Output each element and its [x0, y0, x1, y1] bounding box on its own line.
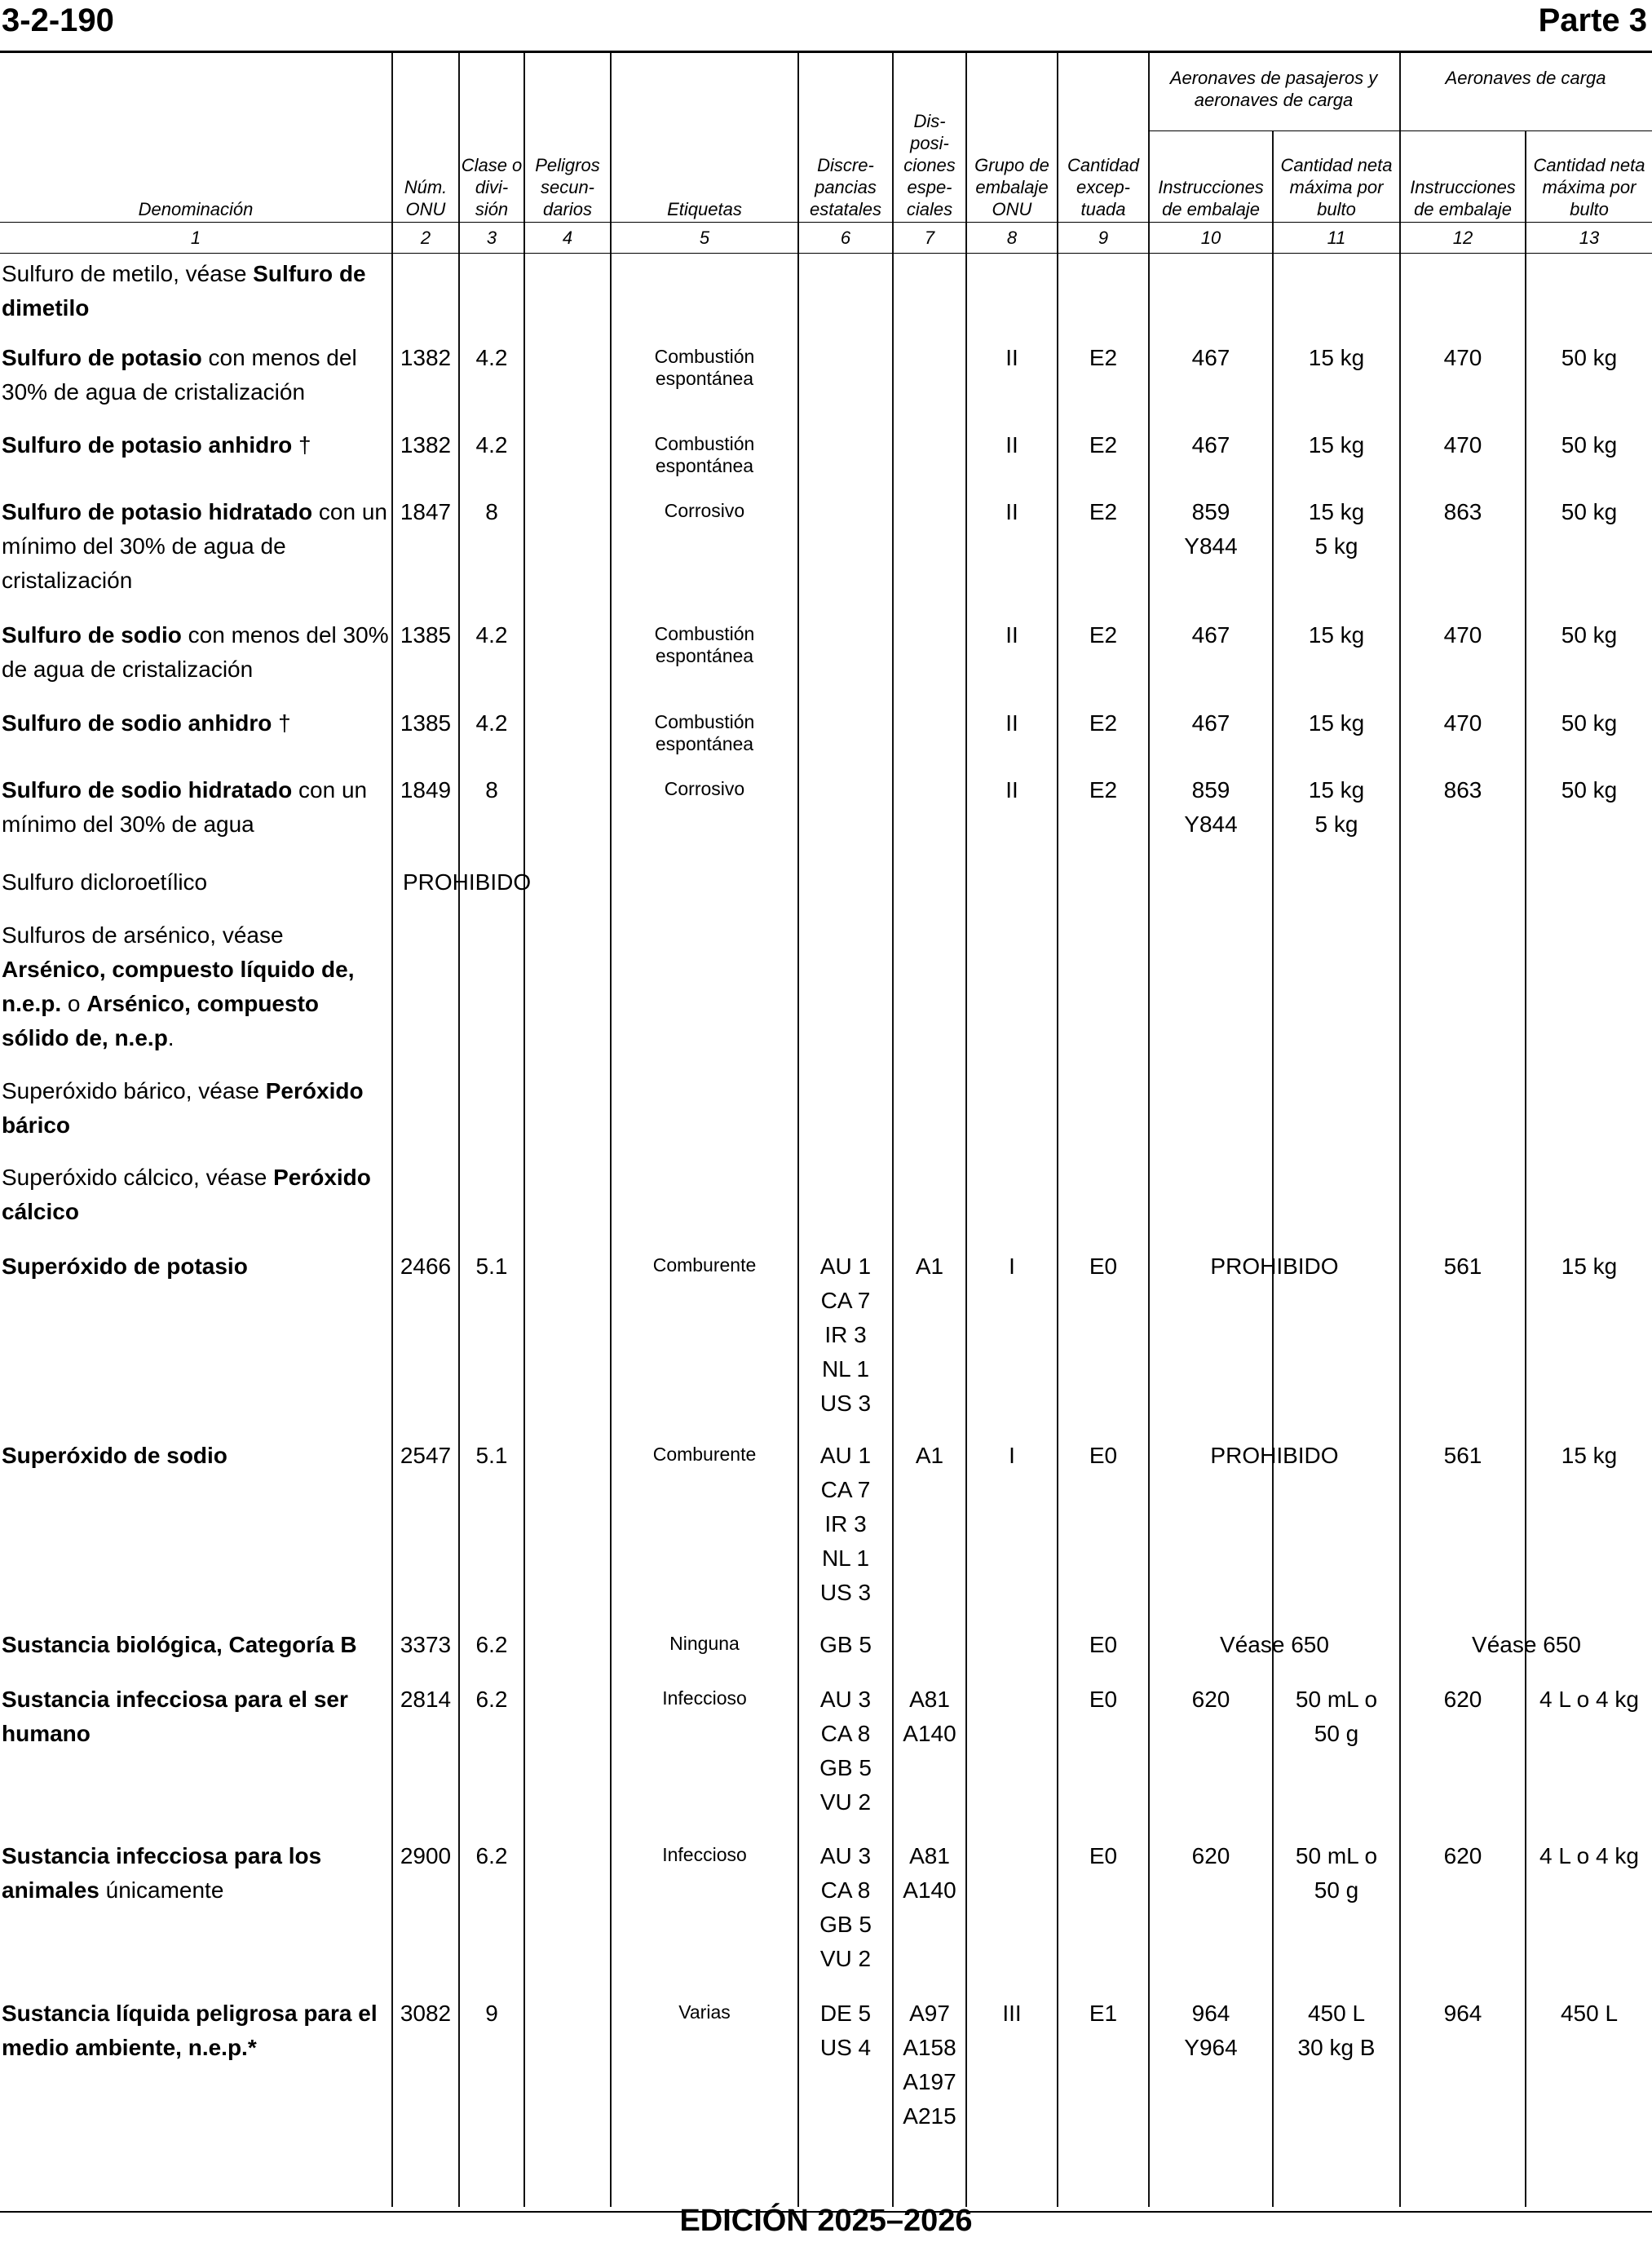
- cao-max-quantity: 50 kg: [1561, 432, 1618, 458]
- un-number: 1849: [400, 777, 452, 803]
- column-number-rule: [0, 253, 1652, 254]
- substance-name: Sulfuro dicloroetílico: [2, 869, 208, 895]
- class-division: 6.2: [475, 1687, 508, 1712]
- pax-max-quantity: 450 L 30 kg B: [1297, 2001, 1376, 2060]
- label-text: Combustión espontánea: [654, 711, 755, 754]
- class-division: 4.2: [475, 710, 508, 736]
- state-variations: AU 3 CA 8 GB 5 VU 2: [819, 1843, 872, 1971]
- column-number: 13: [1579, 228, 1600, 248]
- column-number: 4: [562, 228, 573, 248]
- pax-packing-instruction: 467: [1191, 622, 1230, 648]
- un-number: 2547: [400, 1443, 452, 1468]
- excepted-quantity: E2: [1089, 777, 1118, 803]
- header-class: Clase o divi- sión: [461, 155, 523, 219]
- state-variations: DE 5 US 4: [819, 2001, 872, 2060]
- header-un-number: Núm. ONU: [404, 177, 448, 219]
- cao-packing-instruction: 470: [1443, 710, 1482, 736]
- header-labels: Etiquetas: [667, 199, 742, 219]
- cao-max-quantity: 50 kg: [1561, 777, 1618, 803]
- label-text: Combustión espontánea: [654, 623, 755, 666]
- pax-max-quantity: 50 mL o 50 g: [1295, 1687, 1378, 1746]
- class-division: 9: [485, 2001, 498, 2026]
- class-division: 5.1: [475, 1443, 508, 1468]
- column-number: 9: [1098, 228, 1109, 248]
- col-rule: [1399, 53, 1401, 2207]
- class-division: 6.2: [475, 1632, 508, 1657]
- excepted-quantity: E0: [1089, 1632, 1118, 1657]
- state-variations: AU 1 CA 7 IR 3 NL 1 US 3: [819, 1443, 872, 1605]
- packing-group: II: [1005, 622, 1018, 648]
- substance-name: Sulfuros de arsénico, véase Arsénico, compuesto líquido de, n.e.p. o Arsénico, compuesto sólido de, n.e.p.: [2, 922, 355, 1050]
- un-number: 1847: [400, 499, 452, 524]
- col-rule: [1148, 53, 1150, 2207]
- cao-packing-instruction: 561: [1443, 1443, 1482, 1468]
- substance-name: Superóxido de potasio: [2, 1254, 248, 1279]
- cao-max-quantity: 15 kg: [1561, 1254, 1618, 1279]
- edition-footer: EDICIÓN 2025–2026: [679, 2204, 973, 2238]
- header-cao-max-quantity: Cantidad neta máxima por bulto: [1533, 155, 1645, 219]
- pax-packing-instruction: 859 Y844: [1184, 499, 1238, 559]
- cao-max-quantity: 50 kg: [1561, 710, 1618, 736]
- special-provisions: A81 A140: [903, 1687, 956, 1746]
- state-variations: AU 3 CA 8 GB 5 VU 2: [819, 1687, 872, 1815]
- cao-max-quantity: 50 kg: [1561, 499, 1618, 524]
- un-number: 2900: [400, 1843, 452, 1868]
- forbidden-text: PROHIBIDO: [403, 869, 532, 895]
- pax-packing-instruction: 620: [1191, 1687, 1230, 1712]
- un-number: 3082: [400, 2001, 452, 2026]
- class-division: 8: [485, 777, 498, 803]
- column-number: 12: [1452, 228, 1473, 248]
- substance-name: Superóxido bárico, véase Peróxido bárico: [2, 1078, 364, 1138]
- state-variations: AU 1 CA 7 IR 3 NL 1 US 3: [819, 1254, 872, 1416]
- cao-packing-instruction: 561: [1443, 1254, 1482, 1279]
- excepted-quantity: E2: [1089, 432, 1118, 458]
- page-number: 3-2-190: [2, 2, 114, 38]
- pax-packing-instruction: 620: [1191, 1843, 1230, 1868]
- excepted-quantity: E0: [1089, 1443, 1118, 1468]
- excepted-quantity: E2: [1089, 499, 1118, 524]
- pax-packing-instruction: 964 Y964: [1184, 2001, 1238, 2060]
- state-variations: GB 5: [819, 1632, 872, 1657]
- label-text: Ninguna: [669, 1633, 740, 1654]
- substance-name: Sulfuro de potasio hidratado con un mínimo del 30% de agua de cristalización: [2, 499, 387, 593]
- label-text: Combustión espontánea: [654, 346, 755, 389]
- pax-span-text: Véase 650: [1220, 1632, 1329, 1657]
- substance-name: Sulfuro de sodio anhidro †: [2, 710, 291, 736]
- cao-packing-instruction: 470: [1443, 345, 1482, 370]
- substance-name: Sulfuro de potasio con menos del 30% de agua de cristalización: [2, 345, 357, 405]
- label-text: Corrosivo: [664, 778, 745, 799]
- col-rule: [965, 53, 967, 2207]
- header-state-variations: Discre- pancias estatales: [809, 155, 882, 219]
- column-number: 5: [699, 228, 710, 248]
- header-cao-packing-instruction: Instrucciones de embalaje: [1410, 177, 1516, 219]
- substance-name: Sustancia infecciosa para el ser humano: [2, 1687, 348, 1746]
- class-division: 6.2: [475, 1843, 508, 1868]
- packing-group: I: [1009, 1443, 1015, 1468]
- label-text: Infeccioso: [662, 1844, 747, 1865]
- header-subsidiary-hazards: Peligros secun- darios: [535, 155, 600, 219]
- cao-max-quantity: 50 kg: [1561, 345, 1618, 370]
- excepted-quantity: E2: [1089, 622, 1118, 648]
- cao-max-quantity: 450 L: [1560, 2001, 1619, 2026]
- column-number: 1: [190, 228, 201, 248]
- special-provisions: A1: [915, 1443, 944, 1468]
- pax-max-quantity: 15 kg 5 kg: [1308, 777, 1365, 837]
- un-number: 1385: [400, 622, 452, 648]
- substance-name: Sulfuro de sodio con menos del 30% de agua de cristalización: [2, 622, 389, 682]
- cao-packing-instruction: 470: [1443, 432, 1482, 458]
- label-text: Comburente: [652, 1254, 757, 1276]
- special-provisions: A97 A158 A197 A215: [903, 2001, 956, 2129]
- label-text: Varias: [678, 2001, 731, 2023]
- pax-span-text: PROHIBIDO: [1210, 1254, 1339, 1279]
- packing-group: II: [1005, 432, 1018, 458]
- group-header-passenger: Aeronaves de pasajeros y aeronaves de carga: [1169, 68, 1378, 110]
- packing-group: III: [1002, 2001, 1022, 2026]
- cao-max-quantity: 4 L o 4 kg: [1539, 1843, 1639, 1868]
- special-provisions: A81 A140: [903, 1843, 956, 1903]
- pax-packing-instruction: 467: [1191, 345, 1230, 370]
- un-number: 1385: [400, 710, 452, 736]
- cao-span-text: Véase 650: [1472, 1632, 1581, 1657]
- class-division: 4.2: [475, 345, 508, 370]
- cao-packing-instruction: 863: [1443, 777, 1482, 803]
- substance-name: Sustancia infecciosa para los animales únicamente: [2, 1843, 322, 1903]
- pax-max-quantity: 15 kg: [1308, 345, 1365, 370]
- packing-group: II: [1005, 499, 1018, 524]
- column-number: 6: [840, 228, 851, 248]
- substance-name: Sulfuro de metilo, véase Sulfuro de dimetilo: [2, 261, 366, 321]
- pax-max-quantity: 50 mL o 50 g: [1295, 1843, 1378, 1903]
- group-header-cargo: Aeronaves de carga: [1445, 68, 1606, 88]
- header-pax-max-quantity: Cantidad neta máxima por bulto: [1280, 155, 1393, 219]
- cao-packing-instruction: 863: [1443, 499, 1482, 524]
- cao-packing-instruction: 964: [1443, 2001, 1482, 2026]
- substance-name: Sustancia biológica, Categoría B: [2, 1632, 357, 1657]
- class-division: 8: [485, 499, 498, 524]
- un-number: 2814: [400, 1687, 452, 1712]
- pax-span-text: PROHIBIDO: [1210, 1443, 1339, 1468]
- pax-max-quantity: 15 kg 5 kg: [1308, 499, 1365, 559]
- col-rule: [523, 53, 525, 2207]
- pax-max-quantity: 15 kg: [1308, 432, 1365, 458]
- header-packing-group: Grupo de embalaje ONU: [974, 155, 1049, 219]
- un-number: 1382: [400, 432, 452, 458]
- col-rule: [458, 53, 460, 2207]
- pax-max-quantity: 15 kg: [1308, 710, 1365, 736]
- class-division: 4.2: [475, 432, 508, 458]
- packing-group: II: [1005, 710, 1018, 736]
- excepted-quantity: E0: [1089, 1687, 1118, 1712]
- part-label: Parte 3: [1538, 2, 1647, 38]
- packing-group: I: [1009, 1254, 1015, 1279]
- label-text: Infeccioso: [662, 1687, 747, 1709]
- cao-max-quantity: 4 L o 4 kg: [1539, 1687, 1639, 1712]
- un-number: 2466: [400, 1254, 452, 1279]
- header-excepted-quantity: Cantidad excep- tuada: [1067, 155, 1140, 219]
- excepted-quantity: E0: [1089, 1254, 1118, 1279]
- header-rule: [0, 222, 1652, 223]
- column-number: 10: [1200, 228, 1221, 248]
- col-rule: [391, 53, 393, 2207]
- label-text: Corrosivo: [664, 500, 745, 521]
- cao-max-quantity: 15 kg: [1561, 1443, 1618, 1468]
- header-special-provisions: Dis- posi- ciones espe- ciales: [903, 111, 956, 219]
- header-denominacion: Denominación: [138, 199, 254, 219]
- cao-max-quantity: 50 kg: [1561, 622, 1618, 648]
- substance-name: Sustancia líquida peligrosa para el medio ambiente, n.e.p.*: [2, 2001, 378, 2060]
- un-number: 3373: [400, 1632, 452, 1657]
- cao-packing-instruction: 620: [1443, 1843, 1482, 1868]
- pax-packing-instruction: 859 Y844: [1184, 777, 1238, 837]
- label-text: Combustión espontánea: [654, 433, 755, 476]
- packing-group: II: [1005, 777, 1018, 803]
- class-division: 4.2: [475, 622, 508, 648]
- column-number: 2: [420, 228, 431, 248]
- pax-packing-instruction: 467: [1191, 432, 1230, 458]
- column-number: 11: [1327, 228, 1346, 248]
- substance-name: Superóxido cálcico, véase Peróxido cálcico: [2, 1165, 371, 1224]
- header-pax-packing-instruction: Instrucciones de embalaje: [1158, 177, 1264, 219]
- excepted-quantity: E0: [1089, 1843, 1118, 1868]
- excepted-quantity: E2: [1089, 710, 1118, 736]
- substance-name: Sulfuro de sodio hidratado con un mínimo del 30% de agua: [2, 777, 368, 837]
- label-text: Comburente: [652, 1444, 757, 1465]
- excepted-quantity: E1: [1089, 2001, 1118, 2026]
- column-number: 7: [924, 228, 935, 248]
- special-provisions: A1: [915, 1254, 944, 1279]
- substance-name: Sulfuro de potasio anhidro †: [2, 432, 311, 458]
- cao-packing-instruction: 620: [1443, 1687, 1482, 1712]
- pax-max-quantity: 15 kg: [1308, 622, 1365, 648]
- column-number: 8: [1006, 228, 1018, 248]
- class-division: 5.1: [475, 1254, 508, 1279]
- pax-packing-instruction: 467: [1191, 710, 1230, 736]
- col-rule: [1057, 53, 1058, 2207]
- packing-group: II: [1005, 345, 1018, 370]
- cao-packing-instruction: 470: [1443, 622, 1482, 648]
- column-number: 3: [486, 228, 497, 248]
- excepted-quantity: E2: [1089, 345, 1118, 370]
- un-number: 1382: [400, 345, 452, 370]
- substance-name: Superóxido de sodio: [2, 1443, 227, 1468]
